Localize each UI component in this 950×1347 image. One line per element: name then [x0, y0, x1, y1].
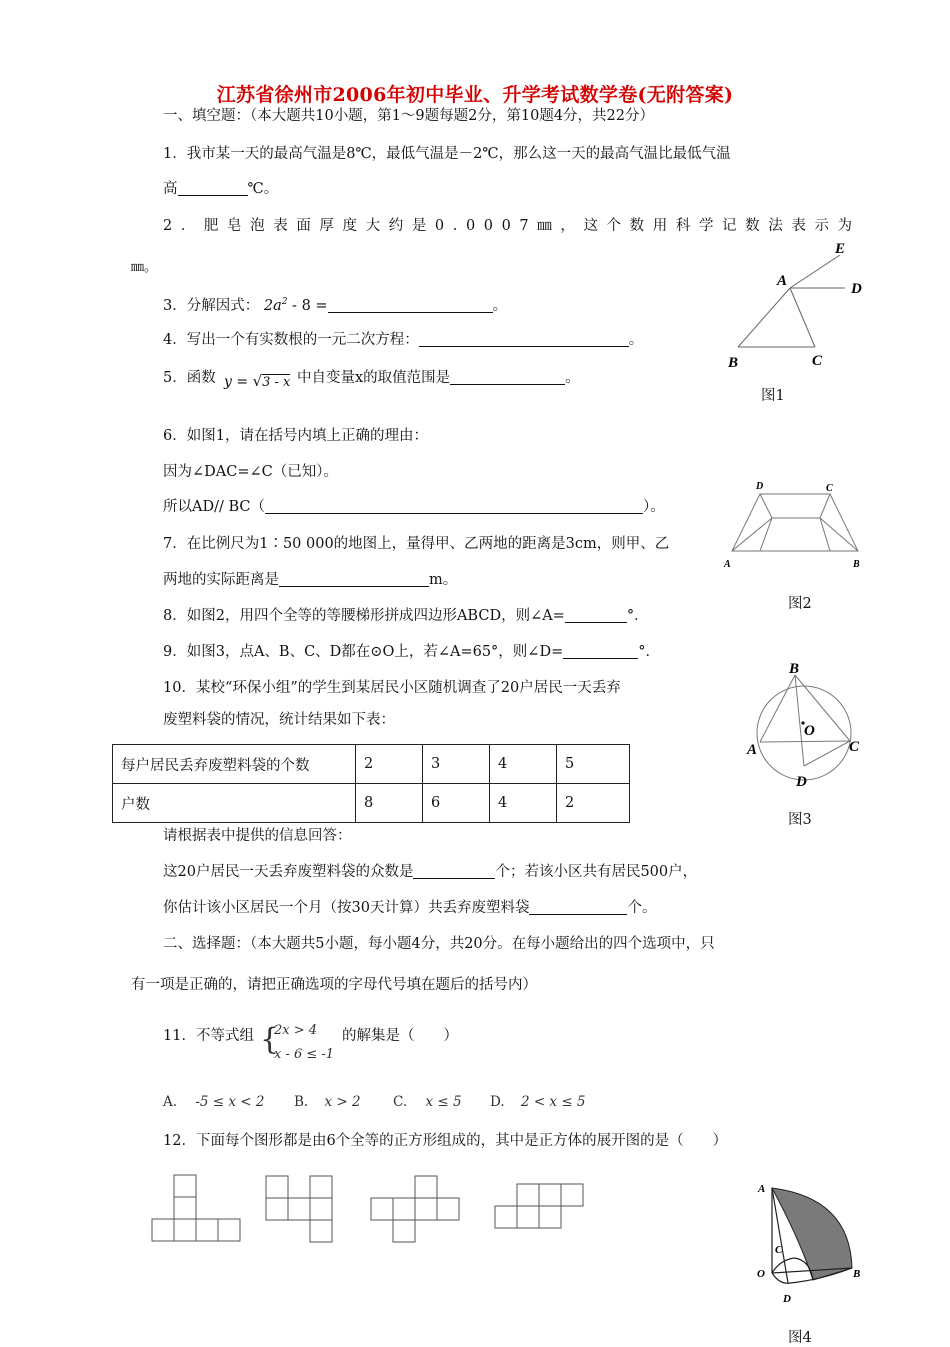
table-cell: 4 [490, 745, 557, 784]
fig4-label-d: D [783, 1293, 791, 1305]
q10-line4-pre: 这20户居民一天丢弃废塑料袋的众数是 [163, 864, 414, 880]
q1-line2 [163, 179, 278, 199]
shaded-region [772, 1188, 852, 1280]
figure-4-diagram [750, 1180, 870, 1310]
q5-rest [297, 368, 580, 388]
q11-option-a[interactable]: A. -5 ≤ x < 2 [163, 1094, 265, 1110]
table-row [113, 784, 630, 823]
fig4-label-c: C [775, 1244, 783, 1256]
q6-line1: 6．如图1，请在括号内填上正确的理由： [163, 428, 428, 444]
q11-inequality-system [258, 1017, 338, 1067]
q5-mid: 中自变量x的取值范围是 [297, 370, 451, 386]
q7-line2-post: m。 [429, 572, 458, 588]
q9-answer-blank[interactable] [563, 644, 638, 659]
q10-line5-pre: 你估计该小区居民一个月（按30天计算）共丢弃废塑料袋 [163, 900, 530, 916]
q3-post: 。 [492, 297, 508, 314]
q10-mode-blank[interactable] [413, 864, 495, 879]
q8-pre: 8．如图2，用四个全等的等腰梯形拼成四边形ABCD，则∠A= [163, 608, 565, 624]
q6-line3-post: ）。 [643, 499, 665, 515]
brace-icon: { [260, 1022, 280, 1057]
q10-line5-post: 个。 [627, 900, 657, 916]
fig2-label-d: D [756, 481, 764, 492]
q8-answer-blank[interactable] [565, 608, 627, 623]
cube-net-c[interactable] [371, 1176, 459, 1242]
figure-1-caption: 图1 [761, 388, 785, 404]
q1-post: ℃。 [247, 181, 279, 197]
section2-heading-line2: 有一项是正确的，请把正确选项的字母代号填在题后的括号内） [131, 977, 537, 993]
section1-heading: 一、填空题：（本大题共10小题，第1～9题每题2分，第10题4分，共22分） [163, 108, 655, 124]
q1-line1: 1．我市某一天的最高气温是8℃，最低气温是－2℃，那么这一天的最高气温比最低气温 [163, 146, 731, 162]
table-row [113, 745, 630, 784]
chord-ac [760, 741, 850, 742]
q10-data-table [112, 744, 630, 823]
q2-line1: 2．肥皂泡表面厚度大约是0.0007㎜，这个数用科学记数法表示为 [163, 218, 861, 234]
fig3-label-c: C [849, 739, 860, 755]
q9-pre: 9．如图3，点A、B、C、D都在⊙O上，若∠A=65°，则∠D= [163, 644, 564, 660]
table-cell: 3 [423, 745, 490, 784]
figure-2-caption: 图2 [788, 596, 812, 612]
q10-line2: 废塑料袋的情况，统计结果如下表： [163, 712, 395, 728]
q10-estimate-blank[interactable] [529, 900, 627, 915]
q10-line5 [163, 898, 656, 918]
cube-net-options [150, 1170, 590, 1245]
fig2-label-b: B [853, 559, 860, 570]
q1-pre: 高 [163, 181, 178, 197]
q9-line [163, 642, 660, 662]
q8-post: °． [626, 608, 649, 624]
fig1-label-d: D [851, 281, 862, 297]
q7-line1: 7．在比例尺为1∶50 000的地图上，量得甲、乙两地的距离是3cm，则甲、乙 [163, 536, 670, 552]
q6-answer-blank[interactable] [265, 499, 643, 514]
quadrilateral-abcd [732, 494, 858, 551]
fig3-label-d: D [796, 774, 807, 790]
q7-line2 [163, 570, 457, 590]
q5-line [163, 368, 216, 388]
fig3-label-o: O [804, 723, 815, 739]
chord-ba [760, 675, 795, 742]
fig4-label-b: B [853, 1268, 861, 1280]
fig4-label-a: A [758, 1183, 766, 1195]
fig4-label-o: O [757, 1268, 765, 1280]
q4-line [163, 330, 643, 350]
fig1-label-c: C [812, 353, 823, 369]
segment-ac [790, 288, 815, 347]
q8-line [163, 606, 649, 626]
q10-line4-mid: 个；若该小区共有居民500户， [495, 864, 698, 880]
ray-ae [790, 255, 840, 288]
q6-line3-pre: 所以AD// BC（ [163, 499, 265, 515]
q3-line [163, 292, 507, 316]
q5-function-expr: y = √3 - x [224, 372, 291, 390]
figure-4-caption: 图4 [788, 1330, 812, 1346]
table-cell: 4 [490, 784, 557, 823]
table-cell: 8 [356, 784, 423, 823]
q11-post: 的解集是（ ） [342, 1028, 458, 1044]
page-title: 江苏省徐州市2006年初中毕业、升学考试数学卷(无附答案) [216, 84, 734, 106]
table-cell: 6 [423, 784, 490, 823]
table-cell: 每户居民丢弃废塑料袋的个数 [113, 745, 356, 784]
q6-line2: 因为∠DAC=∠C（已知）。 [163, 464, 338, 480]
q7-line2-pre: 两地的实际距离是 [163, 572, 279, 588]
chord-cd [804, 741, 850, 766]
table-cell: 户数 [113, 784, 356, 823]
q10-line1: 10．某校“环保小组”的学生到某居民小区随机调查了20户居民一天丢弃 [163, 680, 621, 696]
table-cell: 2 [557, 784, 630, 823]
q7-answer-blank[interactable] [279, 572, 429, 587]
figure-1-diagram [720, 235, 870, 375]
fig1-label-b: B [728, 355, 739, 371]
figure-3-caption: 图3 [788, 812, 812, 828]
q6-line3 [163, 497, 665, 517]
chord-bd [795, 675, 804, 766]
figure-2-diagram [720, 478, 870, 573]
q4-post: 。 [628, 332, 644, 348]
q10-line3: 请根据表中提供的信息回答： [163, 828, 352, 844]
cube-net-a[interactable] [152, 1175, 240, 1241]
section2-heading-line1: 二、选择题：（本大题共5小题，每小题4分，共20分。在每小题给出的四个选项中，只 [163, 936, 715, 952]
fig2-label-c: C [826, 483, 833, 494]
inner-edge-b [820, 518, 858, 551]
q11-ineq2: x - 6 ≤ -1 [274, 1047, 335, 1062]
q11-option-d[interactable]: D. 2 < x ≤ 5 [490, 1094, 586, 1110]
q12-text: 12．下面每个图形都是由6个全等的正方形组成的，其中是正方体的展开图的是（ ） [163, 1133, 728, 1149]
q4-pre: 4．写出一个有实数根的一元二次方程： [163, 332, 419, 348]
q9-post: °． [638, 644, 660, 660]
q3-answer-blank[interactable] [328, 298, 493, 313]
fig2-label-a: A [724, 559, 731, 570]
figure-3-diagram [740, 655, 870, 795]
q11-ineq1: 2x > 4 [274, 1023, 318, 1038]
q2-line2: ㎜。 [131, 260, 158, 275]
q4-answer-blank[interactable] [419, 332, 629, 347]
segment-ab [738, 288, 790, 347]
q5-pre: 5．函数 [163, 370, 216, 386]
q1-answer-blank[interactable] [178, 181, 248, 196]
fig3-label-b: B [789, 661, 800, 677]
q3-expr: $2a^2 - 8$ = [263, 297, 328, 314]
cube-net-b[interactable] [266, 1176, 332, 1242]
q11-option-c[interactable]: C. x ≤ 5 [393, 1094, 462, 1110]
arc-oc [772, 1258, 794, 1273]
q5-post: 。 [565, 370, 580, 386]
q3-pre: 3．分解因式： [163, 297, 260, 314]
q10-line4 [163, 862, 697, 882]
q11-pre: 11．不等式组 [163, 1028, 254, 1044]
trapezoid-inner [760, 494, 830, 518]
table-cell: 5 [557, 745, 630, 784]
cube-net-d[interactable] [495, 1184, 583, 1228]
table-cell: 2 [356, 745, 423, 784]
fig1-label-a: A [777, 273, 788, 289]
fig1-label-e: E [835, 241, 846, 257]
q5-answer-blank[interactable] [450, 370, 565, 385]
q11-option-b[interactable]: B. x > 2 [294, 1094, 361, 1110]
fig3-label-a: A [747, 742, 758, 758]
